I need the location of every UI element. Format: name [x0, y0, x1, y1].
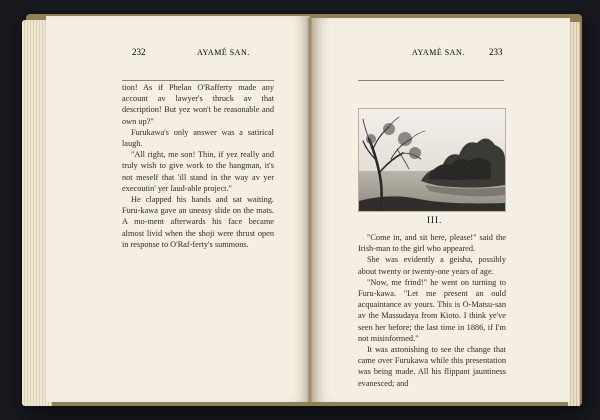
left-paragraph: Furukawa's only answer was a satirical laugh. — [122, 127, 274, 149]
left-paragraph: tion! As if Phelan O'Rafferty made any account av lawyer's thruck av that description! But yez won't be reasonable and own up?" — [122, 83, 274, 126]
left-body-text — [122, 82, 274, 250]
left-running-head: AYAMÉ SAN. — [197, 48, 250, 57]
right-running-head: AYAMÉ SAN. — [412, 48, 465, 57]
right-header-rule — [358, 80, 504, 81]
right-paragraph: It was astonishing to see the change that came over Furukawa while this presentation was being made. All his flippant jauntiness evanesced; and — [358, 345, 506, 388]
right-paragraph: "Come in, and sit here, please!" said the Irish-man to the girl who appeared. — [358, 233, 506, 254]
right-paragraph: "Now, me frind!" he went on turning to Furu-kawa. "Let me present an ould acquaintance av yours. This is O-Matsu-san av the Massudaya from Kioto. I think ye've seen her before; the last time in 1886, if I'm not misinformed." — [358, 277, 506, 343]
right-body-text — [358, 232, 506, 389]
right-page-number: 233 — [489, 47, 503, 57]
left-header-rule — [122, 80, 274, 81]
book-gutter — [307, 18, 313, 402]
landscape-photograph — [358, 108, 506, 212]
chapter-heading: III. — [427, 215, 443, 225]
right-paragraph: She was evidently a geisha, possibly about twenty or twenty-one years of age. — [358, 255, 506, 276]
left-paragraph: He clapped his hands and sat waiting. Furu-kawa gave an uneasy slide on the mats. A mo-ment afterwards his face became almost livid when the shoji were thrust open in response to O'Raf-ferty's summons. — [122, 195, 274, 249]
left-paragraph: "All right, me son! Thin, if yez really and truly wish to give work to the hangman, it's not meself that 'ill stand in the way av yer execoutin' yer laud-able project." — [122, 150, 274, 193]
left-page-number: 232 — [132, 47, 146, 57]
